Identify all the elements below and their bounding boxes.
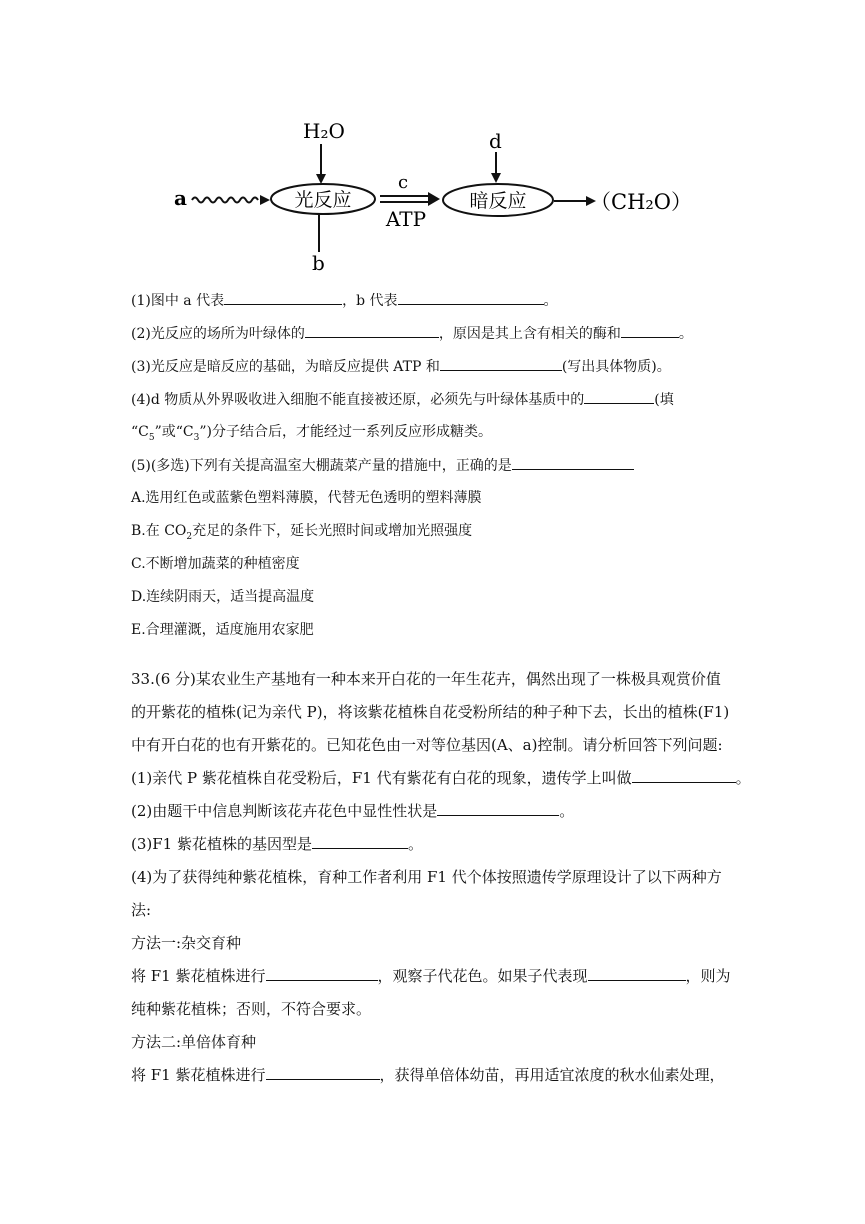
q1-line (131, 290, 736, 310)
option-e (131, 620, 736, 640)
q33-p4-cont (131, 899, 736, 921)
option-d-text: D.连续阴雨天，适当提高温度 (131, 589, 315, 605)
q2-blank-a[interactable] (305, 323, 439, 338)
q33-m2-text-b: ，获得单倍体幼苗，再用适宜浓度的秋水仙素处理， (379, 1066, 725, 1084)
question-32-body (131, 290, 736, 638)
q33-p3 (131, 833, 736, 855)
c-atp-arrow-head (428, 192, 440, 206)
q33-intro-1 (131, 668, 736, 690)
q33-method-1-line (131, 965, 736, 987)
q4-text-c: ”)分子结合后，才能经过一系列反应形成糖类。 (199, 424, 492, 440)
q33-intro-2-text: 的开紫花的植株(记为亲代 P)，将该紫花植株自花受粉所结的种子种下去，长出的植株(F1) (131, 703, 730, 721)
q33-p2-text: (2)由题干中信息判断该花卉花色中显性性状是 (131, 802, 438, 820)
q33-method-2-title (131, 1031, 736, 1053)
option-a-text: A.选用红色或蓝紫色塑料薄膜，代替无色透明的塑料薄膜 (131, 490, 482, 506)
q4-line-2 (131, 422, 736, 442)
q4-c3-sub: 3 (193, 432, 200, 443)
q33-method-2-line (131, 1064, 736, 1086)
q33-method-2-title-text: 方法二:单倍体育种 (131, 1033, 257, 1051)
q33-intro-3 (131, 734, 736, 756)
q33-p2-end: 。 (559, 802, 575, 820)
q33-m2-text-a: 将 F1 紫花植株进行 (131, 1066, 266, 1084)
q5-blank[interactable] (512, 455, 634, 470)
label-a: a (174, 186, 187, 210)
label-water: H₂O (303, 119, 345, 143)
q3-text-a: (3)光反应是暗反应的基础，为暗反应提供 ATP 和 (131, 359, 440, 375)
q33-m1-text-d: 纯种紫花植株；否则，不符合要求。 (131, 1000, 372, 1018)
q33-p1-blank[interactable] (632, 768, 736, 783)
q5-line (131, 455, 736, 475)
q33-p3-text: (3)F1 紫花植株的基因型是 (131, 835, 312, 853)
q33-p1-end: 。 (735, 769, 751, 787)
option-b (131, 521, 736, 541)
q4-text-a: (4)d 物质从外界吸收进入细胞不能直接被还原，必须先与叶绿体基质中的 (131, 392, 585, 408)
q1-blank-a[interactable] (224, 290, 342, 305)
q1-text-a: (1)图中 a 代表 (131, 293, 225, 309)
q33-p3-end: 。 (407, 835, 423, 853)
photosynthesis-diagram-svg (160, 112, 720, 277)
q33-m1-blank-b[interactable] (588, 966, 686, 981)
q1-end: 。 (543, 293, 558, 309)
q33-p4-cont-text: 法: (131, 901, 152, 919)
option-b-sub: 2 (186, 531, 193, 542)
q33-m1-blank-a[interactable] (266, 966, 378, 981)
option-b-text-a: B.在 CO (131, 523, 187, 539)
q4-c5-prefix: “C (131, 424, 149, 440)
q33-method-1-title-text: 方法一:杂交育种 (131, 934, 242, 952)
q1-blank-b[interactable] (398, 290, 544, 305)
q33-p3-blank[interactable] (312, 834, 408, 849)
q3-blank[interactable] (440, 356, 562, 371)
q33-m1-text-b: ，观察子代花色。如果子代表现 (377, 967, 588, 985)
q4-text-b: (填 (654, 392, 674, 408)
dark-reaction-label: 暗反应 (469, 190, 527, 212)
q33-p1 (131, 767, 751, 789)
q33-m2-blank[interactable] (266, 1065, 380, 1080)
q1-text-b: ，b 代表 (342, 293, 398, 309)
q33-p4-text: (4)为了获得纯种紫花植株，育种工作者利用 F1 代个体按照遗传学原理设计了以下两种方 (131, 868, 722, 886)
q33-intro-2 (131, 701, 736, 723)
option-c-text: C.不断增加蔬菜的种植密度 (131, 556, 300, 572)
label-d: d (489, 129, 502, 153)
option-a (131, 488, 736, 508)
label-product: （CH₂O） (590, 190, 693, 214)
label-atp: ATP (385, 207, 427, 231)
q2-blank-b[interactable] (621, 323, 679, 338)
q2-end: 。 (678, 326, 693, 342)
q3-line (131, 356, 736, 376)
q33-p2 (131, 800, 736, 822)
d-arrow-head (491, 173, 501, 183)
q3-text-b: (写出具体物质)。 (561, 359, 671, 375)
photosynthesis-diagram (160, 112, 720, 277)
q33-p4 (131, 866, 736, 888)
label-c: c (397, 172, 409, 193)
q5-text: (5)(多选)下列有关提高温室大棚蔬菜产量的措施中，正确的是 (131, 458, 512, 474)
light-wave-arrow (192, 198, 258, 203)
q33-m1-text-c: ，则为 (685, 967, 731, 985)
q4-c3-prefix: ”或“C (154, 424, 194, 440)
option-c (131, 554, 736, 574)
arrow-head-a (260, 195, 270, 205)
q33-m1-text-a: 将 F1 紫花植株进行 (131, 967, 266, 985)
question-33-body (131, 668, 751, 1084)
q33-method-1-line-2 (131, 998, 736, 1020)
water-arrow-head (316, 174, 326, 184)
label-b: b (312, 251, 325, 275)
option-b-text-b: 充足的条件下，延长光照时间或增加光照强度 (192, 523, 473, 539)
q4-c5-sub: 5 (148, 432, 155, 443)
option-e-text: E.合理灌溉，适度施用农家肥 (131, 622, 314, 638)
q33-p1-text: (1)亲代 P 紫花植株自花受粉后，F1 代有紫花有白花的现象，遗传学上叫做 (131, 769, 632, 787)
q2-text-a: (2)光反应的场所为叶绿体的 (131, 326, 305, 342)
q33-p2-blank[interactable] (437, 801, 559, 816)
option-d (131, 587, 736, 607)
q4-line (131, 389, 736, 409)
light-reaction-label: 光反应 (294, 189, 352, 211)
q4-blank[interactable] (584, 389, 654, 404)
q2-text-b: ，原因是其上含有相关的酶和 (438, 326, 621, 342)
q33-method-1-title (131, 932, 736, 954)
q33-intro-1-text: 33.(6 分)某农业生产基地有一种本来开白花的一年生花卉，偶然出现了一株极具观赏价值 (131, 670, 721, 688)
q33-intro-3-text: 中有开白花的也有开紫花的。已知花色由一对等位基因(A、a)控制。请分析回答下列问题: (131, 736, 723, 754)
q2-line (131, 323, 736, 343)
